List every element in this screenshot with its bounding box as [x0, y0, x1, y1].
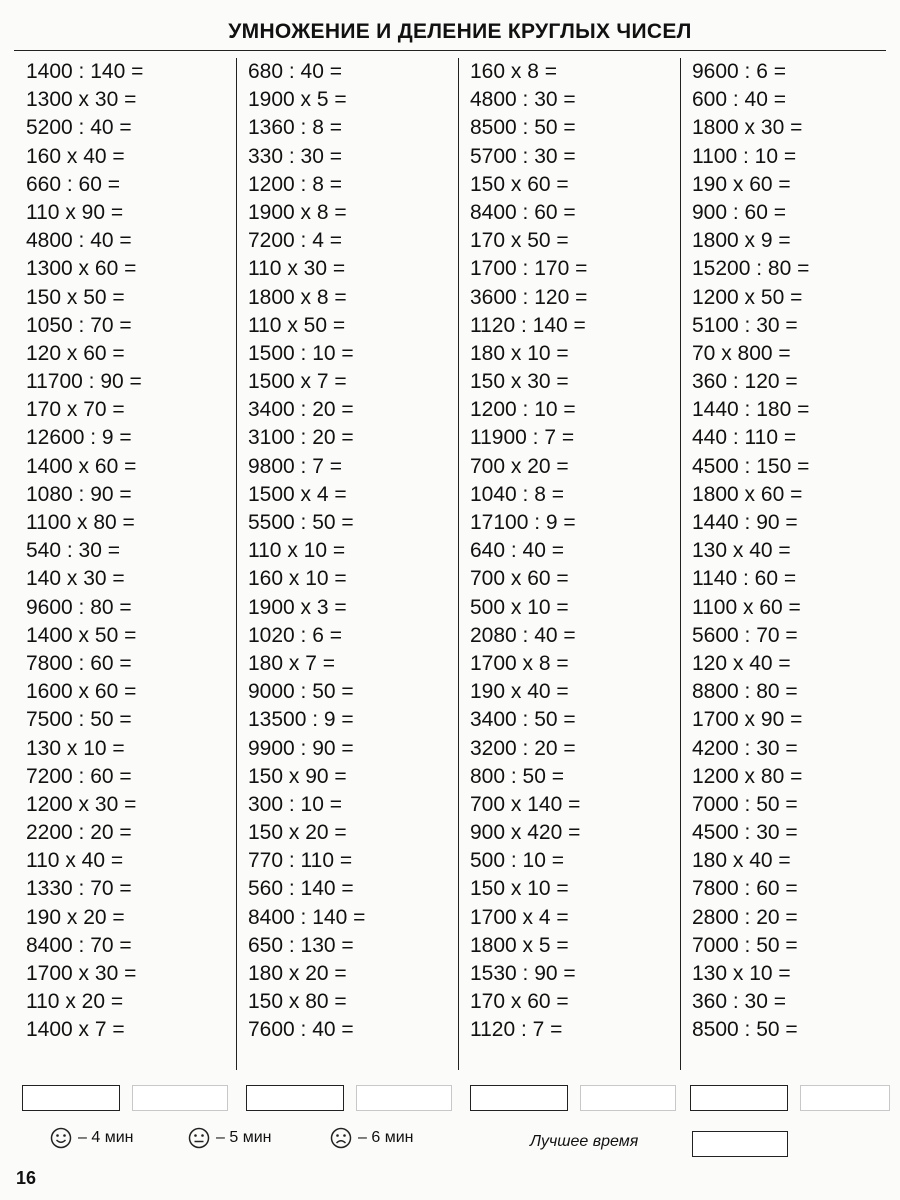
exercise-row: 3100 : 20 = [248, 426, 354, 450]
column-divider [680, 58, 681, 1070]
exercise-row: 1500 x 7 = [248, 370, 347, 394]
exercise-row: 180 x 40 = [692, 849, 791, 873]
exercise-row: 650 : 130 = [248, 933, 354, 957]
exercise-row: 15200 : 80 = [692, 257, 810, 281]
exercise-row: 3400 : 50 = [470, 708, 576, 732]
exercise-row: 4500 : 150 = [692, 454, 810, 478]
exercise-row: 130 x 10 = [692, 962, 791, 985]
exercise-row: 5200 : 40 = [26, 116, 132, 140]
exercise-row: 1200 : 8 = [248, 172, 342, 196]
exercise-row: 1700 x 90 = [692, 708, 803, 732]
exercise-row: 13500 : 9 = [248, 708, 354, 732]
exercise-row: 160 x 10 = [248, 567, 347, 591]
exercise-row: 1440 : 90 = [692, 511, 798, 534]
exercise-row: 600 : 40 = [692, 88, 786, 112]
exercise-row: 9900 : 90 = [248, 736, 354, 760]
exercise-row: 2800 : 20 = [692, 905, 798, 929]
exercise-row: 500 : 10 = [470, 849, 564, 873]
exercise-row: 11900 : 7 = [470, 426, 575, 450]
neutral-face-icon [188, 1127, 210, 1149]
exercise-row: 170 x 70 = [26, 398, 125, 422]
exercise-row: 7200 : 60 = [26, 764, 132, 788]
exercise-row: 17100 : 9 = [470, 511, 576, 534]
time-box[interactable] [470, 1085, 568, 1111]
exercise-row: 1040 : 8 = [470, 482, 564, 506]
exercise-row: 1300 x 30 = [26, 88, 137, 112]
exercise-row: 170 x 60 = [470, 990, 569, 1014]
exercise-row: 8400 : 140 = [248, 905, 366, 929]
exercise-row: 11700 : 90 = [26, 370, 142, 394]
exercise-row: 800 : 50 = [470, 764, 564, 788]
exercise-row: 5600 : 70 = [692, 623, 798, 647]
exercise-row: 1330 : 70 = [26, 877, 132, 901]
exercise-row: 2200 : 20 = [26, 821, 132, 845]
exercise-row: 900 : 60 = [692, 200, 786, 224]
time-box-faint[interactable] [132, 1085, 228, 1111]
exercise-row: 1500 x 4 = [248, 482, 347, 506]
exercise-row: 1700 x 8 = [470, 651, 569, 675]
page-title: УМНОЖЕНИЕ И ДЕЛЕНИЕ КРУГЛЫХ ЧИСЕЛ [228, 20, 692, 43]
exercise-row: 1200 x 50 = [692, 285, 803, 309]
page-number: 16 [16, 1168, 37, 1188]
exercise-row: 500 x 10 = [470, 595, 569, 619]
sad-face-icon [330, 1127, 352, 1149]
exercise-row: 1120 : 7 = [470, 1018, 563, 1042]
exercise-row: 5700 : 30 = [470, 144, 576, 168]
exercise-row: 8500 : 50 = [692, 1018, 798, 1042]
exercise-row: 110 x 10 = [248, 539, 346, 563]
column-divider [458, 58, 459, 1070]
exercise-row: 8400 : 70 = [26, 933, 132, 957]
exercise-row: 5100 : 30 = [692, 313, 798, 337]
exercise-column-1 [26, 58, 143, 1070]
exercise-row: 7800 : 60 = [26, 651, 132, 675]
exercise-row: 7200 : 4 = [248, 229, 342, 253]
time-box-faint[interactable] [800, 1085, 890, 1111]
exercise-row: 130 x 40 = [692, 539, 791, 563]
exercise-row: 560 : 140 = [248, 877, 354, 901]
legend-label: – 4 мин [78, 1129, 134, 1146]
exercise-row: 110 x 40 = [26, 849, 124, 873]
exercise-row: 8400 : 60 = [470, 200, 576, 224]
exercise-row: 1100 x 60 = [692, 595, 801, 619]
exercise-row: 770 : 110 = [248, 849, 353, 873]
exercise-row: 1530 : 90 = [470, 962, 576, 985]
exercise-row: 540 : 30 = [26, 539, 120, 563]
exercise-row: 1600 x 60 = [26, 680, 137, 704]
exercise-row: 1700 : 170 = [470, 257, 588, 281]
exercise-row: 9000 : 50 = [248, 680, 354, 704]
exercise-row: 330 : 30 = [248, 144, 342, 168]
exercise-row: 2080 : 40 = [470, 623, 576, 647]
exercise-row: 7000 : 50 = [692, 933, 798, 957]
exercise-row: 1800 x 5 = [470, 933, 569, 957]
exercise-row: 1050 : 70 = [26, 313, 132, 337]
title-rule [14, 50, 886, 51]
exercise-row: 70 x 800 = [692, 341, 791, 365]
time-box-faint[interactable] [580, 1085, 676, 1111]
exercise-row: 3400 : 20 = [248, 398, 354, 422]
exercise-row: 160 x 40 = [26, 144, 125, 168]
exercise-row: 180 x 7 = [248, 651, 335, 675]
exercise-row: 7800 : 60 = [692, 877, 798, 901]
exercise-row: 1200 x 80 = [692, 764, 803, 788]
legend-item-sad [330, 1127, 413, 1149]
column-divider [236, 58, 237, 1070]
exercise-row: 150 x 80 = [248, 990, 347, 1014]
exercise-row: 180 x 20 = [248, 962, 347, 985]
exercise-row: 150 x 90 = [248, 764, 347, 788]
exercise-row: 7500 : 50 = [26, 708, 132, 732]
exercise-row: 190 x 40 = [470, 680, 569, 704]
exercise-row: 160 x 8 = [470, 60, 557, 83]
exercise-row: 150 x 20 = [248, 821, 347, 845]
exercise-row: 150 x 60 = [470, 172, 569, 196]
exercise-row: 9600 : 80 = [26, 595, 132, 619]
smile-face-icon [50, 1127, 72, 1149]
exercise-row: 150 x 10 = [470, 877, 569, 901]
best-time-box[interactable] [692, 1131, 788, 1157]
legend-label: – 6 мин [358, 1129, 414, 1146]
exercise-row: 640 : 40 = [470, 539, 564, 563]
exercise-row: 4800 : 40 = [26, 229, 132, 253]
exercise-row: 4200 : 30 = [692, 736, 798, 760]
exercise-row: 110 x 90 = [26, 200, 124, 224]
exercise-row: 1120 : 140 = [470, 313, 586, 337]
exercise-row: 700 x 60 = [470, 567, 569, 591]
exercise-row: 110 x 30 = [248, 257, 346, 281]
exercise-row: 1800 x 60 = [692, 482, 803, 506]
exercise-row: 1200 x 30 = [26, 792, 137, 816]
exercise-row: 120 x 60 = [26, 341, 125, 365]
exercise-row: 8500 : 50 = [470, 116, 576, 140]
exercise-row: 1900 x 8 = [248, 200, 347, 224]
exercise-row: 1800 x 8 = [248, 285, 347, 309]
exercise-row: 1200 : 10 = [470, 398, 576, 422]
exercise-row: 1400 : 140 = [26, 60, 144, 83]
exercise-row: 1700 x 4 = [470, 905, 569, 929]
exercise-row: 1900 x 3 = [248, 595, 347, 619]
best-time-label: Лучшее время [530, 1133, 639, 1150]
time-box[interactable] [246, 1085, 344, 1111]
legend-label: – 5 мин [216, 1129, 272, 1146]
exercise-row: 170 x 50 = [470, 229, 569, 253]
exercise-row: 110 x 50 = [248, 313, 346, 337]
exercise-row: 700 x 20 = [470, 454, 569, 478]
exercise-row: 1400 x 50 = [26, 623, 137, 647]
exercise-row: 8800 : 80 = [692, 680, 798, 704]
time-box[interactable] [22, 1085, 120, 1111]
exercise-row: 150 x 50 = [26, 285, 125, 309]
time-box[interactable] [690, 1085, 788, 1111]
exercise-column-2 [248, 58, 365, 1070]
exercise-row: 4500 : 30 = [692, 821, 798, 845]
exercise-row: 5500 : 50 = [248, 511, 354, 534]
exercise-row: 680 : 40 = [248, 60, 342, 83]
legend-item-smile [50, 1127, 133, 1149]
exercise-row: 150 x 30 = [470, 370, 569, 394]
exercise-row: 120 x 40 = [692, 651, 791, 675]
exercise-row: 7600 : 40 = [248, 1018, 354, 1042]
exercise-row: 1800 x 30 = [692, 116, 803, 140]
exercise-row: 12600 : 9 = [26, 426, 132, 450]
exercise-row: 1800 x 9 = [692, 229, 791, 253]
exercise-row: 1100 x 80 = [26, 511, 135, 534]
exercise-row: 7000 : 50 = [692, 792, 798, 816]
exercise-row: 360 : 120 = [692, 370, 798, 394]
exercise-row: 110 x 20 = [26, 990, 124, 1014]
exercise-column-4 [692, 58, 809, 1070]
time-box-faint[interactable] [356, 1085, 452, 1111]
exercise-row: 1360 : 8 = [248, 116, 342, 140]
exercise-row: 1140 : 60 = [692, 567, 797, 591]
exercise-row: 1080 : 90 = [26, 482, 132, 506]
exercise-row: 130 x 10 = [26, 736, 125, 760]
exercise-row: 180 x 10 = [470, 341, 569, 365]
exercise-row: 1400 x 60 = [26, 454, 137, 478]
exercise-row: 1100 : 10 = [692, 144, 797, 168]
exercise-row: 700 x 140 = [470, 792, 581, 816]
exercise-row: 190 x 20 = [26, 905, 125, 929]
exercise-row: 360 : 30 = [692, 990, 786, 1014]
exercise-row: 9600 : 6 = [692, 60, 786, 83]
exercise-row: 190 x 60 = [692, 172, 791, 196]
exercise-row: 1900 x 5 = [248, 88, 347, 112]
exercise-row: 3200 : 20 = [470, 736, 576, 760]
exercise-row: 1700 x 30 = [26, 962, 137, 985]
legend-item-neutral [188, 1127, 271, 1149]
exercise-column-3 [470, 58, 587, 1070]
exercise-row: 300 : 10 = [248, 792, 342, 816]
exercise-row: 3600 : 120 = [470, 285, 588, 309]
exercise-row: 4800 : 30 = [470, 88, 576, 112]
exercise-row: 660 : 60 = [26, 172, 120, 196]
exercise-row: 900 x 420 = [470, 821, 581, 845]
exercise-row: 1300 x 60 = [26, 257, 137, 281]
exercise-row: 440 : 110 = [692, 426, 797, 450]
exercise-row: 9800 : 7 = [248, 454, 342, 478]
exercise-row: 1500 : 10 = [248, 341, 354, 365]
exercise-row: 140 x 30 = [26, 567, 125, 591]
exercise-row: 1020 : 6 = [248, 623, 342, 647]
exercise-row: 1400 x 7 = [26, 1018, 125, 1042]
exercise-row: 1440 : 180 = [692, 398, 810, 422]
